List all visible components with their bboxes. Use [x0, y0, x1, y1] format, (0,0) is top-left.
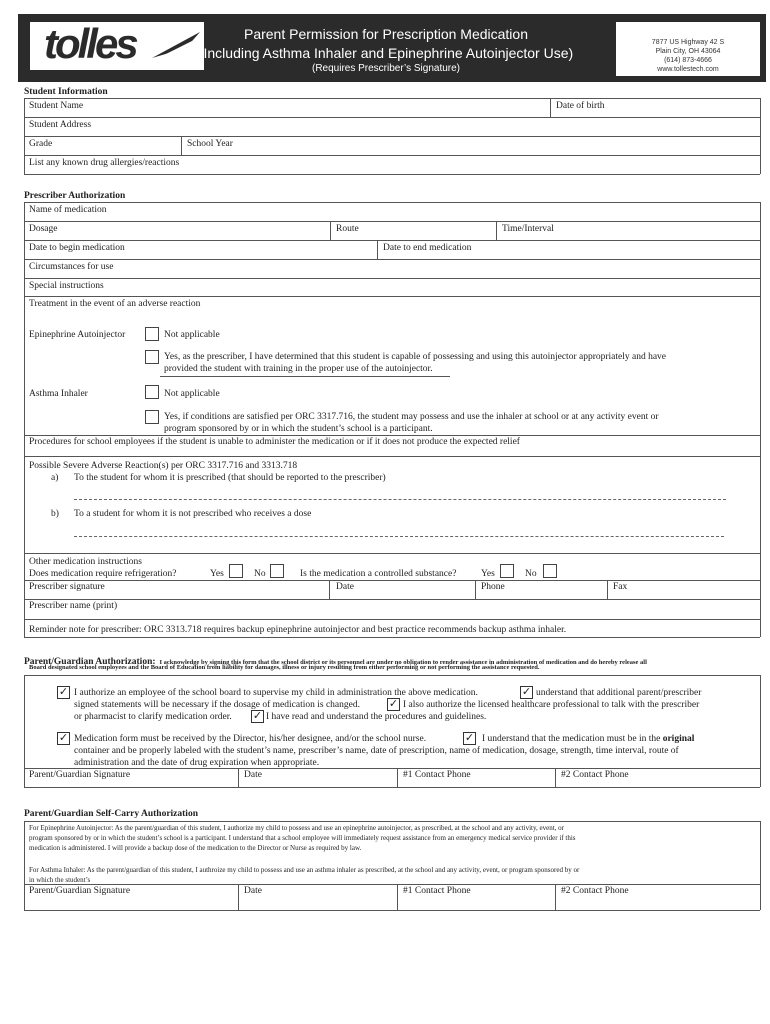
- refrigeration-no-label: No: [254, 569, 266, 579]
- address-phone: (614) 873-4666: [664, 57, 712, 64]
- parent-acknowledgment-2: Board designated school employees and the Board of Education from liability for damages, illness or injury resulting from either performing or not performing the assistance requested.: [29, 664, 540, 671]
- selfcarry-inhaler-text-2: in which the student’s: [29, 876, 91, 884]
- selfcarry-epi-text-2: program sponsored by or in which the student’s school is a participant. I understand that a school employee will immediately request assistance from an emergency medical service provider if this: [29, 834, 576, 842]
- selfcarry-signature-field[interactable]: Parent/Guardian Signature: [29, 886, 131, 896]
- inhaler-yes-text-2: program sponsored by or in which the student’s school is a participant.: [164, 424, 433, 434]
- form-subtitle: (Requires Prescriber’s Signature): [311, 63, 461, 74]
- prescriber-name-field[interactable]: Prescriber name (print): [29, 601, 118, 611]
- prescriber-reminder: Reminder note for prescriber: ORC 3313.718 requires backup epinephrine autoinjector and best practice recommends backup asthma inhaler.: [29, 625, 567, 635]
- form-title: Parent Permission for Prescription Medication: [243, 26, 528, 42]
- authorize-healthcare-checkbox[interactable]: ✓: [388, 697, 399, 710]
- parent-phone1-field[interactable]: #1 Contact Phone: [403, 770, 471, 780]
- selfcarry-phone1-field[interactable]: #1 Contact Phone: [403, 886, 471, 896]
- adverse-a-field[interactable]: To the student for whom it is prescribed (that should be reported to the prescriber): [74, 473, 386, 483]
- refrigeration-no-checkbox[interactable]: [270, 564, 284, 578]
- expiration-text: administration and the date of drug expiration when appropriate.: [74, 758, 320, 768]
- form-title-line2: (Including Asthma Inhaler and Epinephrine Autoinjector Use): [198, 45, 574, 61]
- controlled-yes-label: Yes: [481, 569, 495, 579]
- container-label-text: container and be properly labeled with the student’s name, prescriber’s name, date of prescription, name of medication, dosage, strength, time interval, route of: [74, 746, 679, 756]
- refrigeration-question: Does medication require refrigeration?: [29, 569, 177, 579]
- student-address-field[interactable]: Student Address: [29, 120, 92, 130]
- controlled-no-label: No: [525, 569, 537, 579]
- parent-phone2-field[interactable]: #2 Contact Phone: [561, 770, 629, 780]
- student-name-field[interactable]: Student Name: [29, 101, 84, 111]
- prescriber-fax-field[interactable]: Fax: [613, 582, 628, 592]
- authorize-healthcare-text: I also authorize the licensed healthcare professional to talk with the prescriber: [403, 700, 700, 710]
- selfcarry-epi-text-3: medication is administered. I will provide a backup dose of the medication to the Director or Nurse as required by law.: [29, 844, 362, 852]
- begin-date-field[interactable]: Date to begin medication: [29, 243, 125, 253]
- authorize-supervise-text: I authorize an employee of the school board to supervise my child in administration the above medication.: [74, 688, 478, 698]
- prescriber-phone-field[interactable]: Phone: [481, 582, 505, 592]
- epi-yes-text-2: provided the student with training in the proper use of the autoinjector.: [164, 364, 433, 374]
- dosage-field[interactable]: Dosage: [29, 224, 58, 234]
- controlled-yes-checkbox[interactable]: [500, 564, 514, 578]
- inhaler-yes-text: Yes, if conditions are satisfied per ORC 3317.716, the student may possess and use the inhaler at school or at any activity event or: [164, 412, 659, 422]
- epi-not-applicable-label: Not applicable: [164, 330, 220, 340]
- allergies-field[interactable]: List any known drug allergies/reactions: [29, 158, 180, 168]
- refrigeration-yes-label: Yes: [210, 569, 224, 579]
- parent-signature-field[interactable]: Parent/Guardian Signature: [29, 770, 131, 780]
- school-year-field[interactable]: School Year: [187, 139, 233, 149]
- form-received-checkbox[interactable]: ✓: [58, 731, 69, 744]
- original-container-row: [482, 734, 694, 744]
- original-emphasis: original: [662, 734, 695, 744]
- epi-not-applicable-checkbox[interactable]: [145, 327, 159, 341]
- controlled-question: Is the medication a controlled substance?: [300, 569, 457, 579]
- section-heading-parent: Parent/Guardian Authorization:: [24, 657, 156, 667]
- inhaler-label: Asthma Inhaler: [29, 389, 88, 399]
- original-container-checkbox[interactable]: ✓: [464, 731, 475, 744]
- other-instructions-field[interactable]: Other medication instructions: [29, 557, 142, 567]
- clarify-order-text: or pharmacist to clarify medication order.: [74, 712, 232, 722]
- circumstances-field[interactable]: Circumstances for use: [29, 262, 114, 272]
- end-date-field[interactable]: Date to end medication: [383, 243, 472, 253]
- epi-yes-checkbox[interactable]: [145, 350, 159, 364]
- adverse-treatment-field[interactable]: Treatment in the event of an adverse reaction: [29, 299, 201, 309]
- prescriber-date-field[interactable]: Date: [336, 582, 354, 592]
- logo-wordmark: tolles: [44, 20, 136, 67]
- form-received-text: Medication form must be received by the Director, his/her designee, and/or the school nurse.: [74, 734, 427, 744]
- section-heading-prescriber: Prescriber Authorization: [24, 191, 126, 201]
- controlled-no-checkbox[interactable]: [543, 564, 557, 578]
- parent-date-field[interactable]: Date: [244, 770, 262, 780]
- adverse-a-label: a): [51, 473, 59, 483]
- time-interval-field[interactable]: Time/Interval: [502, 224, 554, 234]
- medication-name-field[interactable]: Name of medication: [29, 205, 107, 215]
- selfcarry-epi-text: For Epinephrine Autoinjector: As the parent/guardian of this student, I authorize my child to possess and use an epinephrine autoinjector, as prescribed, at the school and any activity, event, or: [29, 824, 565, 832]
- grade-field[interactable]: Grade: [29, 139, 53, 149]
- understand-statements-checkbox[interactable]: ✓: [521, 685, 532, 698]
- route-field[interactable]: Route: [336, 224, 359, 234]
- original-container-text: I understand that the medication must be in the: [482, 734, 661, 744]
- date-of-birth-field[interactable]: Date of birth: [556, 101, 605, 111]
- read-procedures-checkbox[interactable]: ✓: [252, 709, 263, 722]
- dosage-change-text: signed statements will be necessary if the dosage of medication is changed.: [74, 700, 360, 710]
- procedures-field[interactable]: Procedures for school employees if the student is unable to administer the medication or if it does not produce the expected relief: [29, 437, 520, 447]
- inhaler-yes-checkbox[interactable]: [145, 410, 159, 424]
- adverse-heading: Possible Severe Adverse Reaction(s) per ORC 3317.716 and 3313.718: [29, 461, 298, 471]
- refrigeration-yes-checkbox[interactable]: [229, 564, 243, 578]
- understand-statements-text: understand that additional parent/prescriber: [536, 688, 702, 698]
- section-heading-student: Student Information: [24, 87, 108, 97]
- inhaler-not-applicable-checkbox[interactable]: [145, 385, 159, 399]
- selfcarry-phone2-field[interactable]: #2 Contact Phone: [561, 886, 629, 896]
- adverse-b-label: b): [51, 509, 59, 519]
- section-heading-selfcarry: Parent/Guardian Self-Carry Authorization: [24, 809, 198, 819]
- parent-acknowledgment: I acknowledge by signing this form that the school district or its personnel are under no obligation to render assistance in administration of medication and do hereby release all: [159, 659, 647, 666]
- address-block: [616, 22, 760, 76]
- epinephrine-label: Epinephrine Autoinjector: [29, 330, 126, 340]
- authorize-supervise-checkbox[interactable]: ✓: [58, 685, 69, 698]
- read-procedures-text: I have read and understand the procedures and guidelines.: [266, 712, 487, 722]
- epi-yes-text: Yes, as the prescriber, I have determined that this student is capable of possessing and using this autoinjector appropriately and have: [164, 352, 667, 362]
- selfcarry-inhaler-text: For Asthma Inhaler: As the parent/guardian of this student, I authroize my child to possess and use an asthma inhaler as prescribed, at the school and any activity, event, or program sponsored by or: [29, 866, 580, 874]
- prescriber-signature-field[interactable]: Prescriber signature: [29, 582, 105, 592]
- address-line: 7877 US Highway 42 S: [651, 39, 725, 46]
- special-instructions-field[interactable]: Special instructions: [29, 281, 104, 291]
- selfcarry-date-field[interactable]: Date: [244, 886, 262, 896]
- adverse-b-field[interactable]: To a student for whom it is not prescribed who receives a dose: [74, 509, 312, 519]
- inhaler-not-applicable-label: Not applicable: [164, 389, 220, 399]
- address-line: Plain City, OH 43064: [655, 48, 721, 55]
- address-website: www.tollestech.com: [657, 66, 719, 73]
